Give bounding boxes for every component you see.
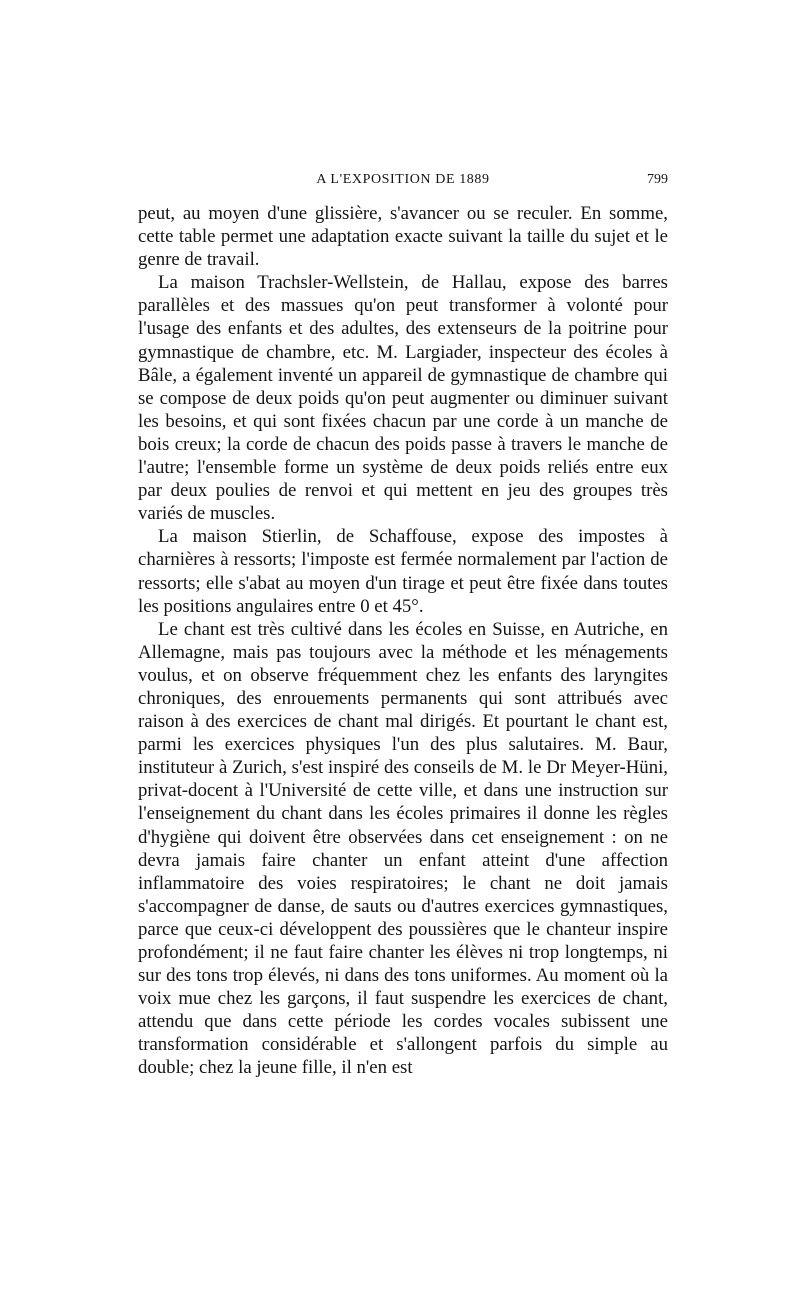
- paragraph-chant: Le chant est très cultivé dans les écoles en Suisse, en Autriche, en Allemagne, mais pas toujours avec la méthode et les ménagements voulus, et on observe fréquemment chez les enfants des laryngites chroniques, des enrouements permanents qui sont attribués avec raison à des exercices de chant mal dirigés. Et pourtant le chant est, parmi les exercices physiques l'un des plus salutaires. M. Baur, instituteur à Zurich, s'est inspiré des conseils de M. le Dr Meyer-Hüni, privat-docent à l'Université de cette ville, et dans une instruction sur l'enseignement du chant dans les écoles primaires il donne les règles d'hygiène qui doivent être observées dans cet enseignement : on ne devra jamais faire chanter un enfant atteint d'une affection inflammatoire des voies respiratoires; le chant ne doit jamais s'accompagner de danse, de sauts ou d'autres exercices gymnastiques, parce que ceux-ci développent des poussières que le chanteur inspire profondément; il ne faut faire chanter les élèves ni trop longtemps, ni sur des tons trop élevés, ni dans des tons uniformes. Au moment où la voix mue chez les garçons, il faut suspendre les exercices de chant, attendu que dans cette période les cordes vocales subissent une transformation considérable et s'allongent parfois du simple au double; chez la jeune fille, il n'en est: [138, 618, 668, 1079]
- paragraph-stierlin: La maison Stierlin, de Schaffouse, expose des impostes à charnières à ressorts; l'imposte est fermée normalement par l'action de ressorts; elle s'abat au moyen d'un tirage et peut être fixée dans toutes les positions angulaires entre 0 et 45°.: [138, 526, 668, 617]
- page-header: [138, 172, 668, 202]
- paragraph-trachsler: La maison Trachsler-Wellstein, de Hallau, expose des barres parallèles et des massues qu'on peut transformer à volonté pour l'usage des enfants et des adultes, des extenseurs de la poitrine pour gymnastique de chambre, etc. M. Largiader, inspecteur des écoles à Bâle, a également inventé un appareil de gymnastique de chambre qui se compose de deux poids qu'on peut augmenter ou diminuer suivant les besoins, et qui sont fixées chacun par une corde à un manche de bois creux; la corde de chacun des poids passe à travers le manche de l'autre; l'ensemble forme un système de deux poids reliés entre eux par deux poulies de renvoi et qui mettent en jeu des groupes très variés de muscles.: [138, 272, 668, 525]
- body-text: [138, 202, 668, 1080]
- book-page: [138, 172, 668, 1080]
- page-number: 799: [647, 172, 668, 187]
- paragraph-continuation: peut, au moyen d'une glissière, s'avancer ou se reculer. En somme, cette table permet une adaptation exacte suivant la taille du sujet et le genre de travail.: [138, 203, 668, 271]
- running-title: A L'EXPOSITION DE 1889: [316, 172, 490, 187]
